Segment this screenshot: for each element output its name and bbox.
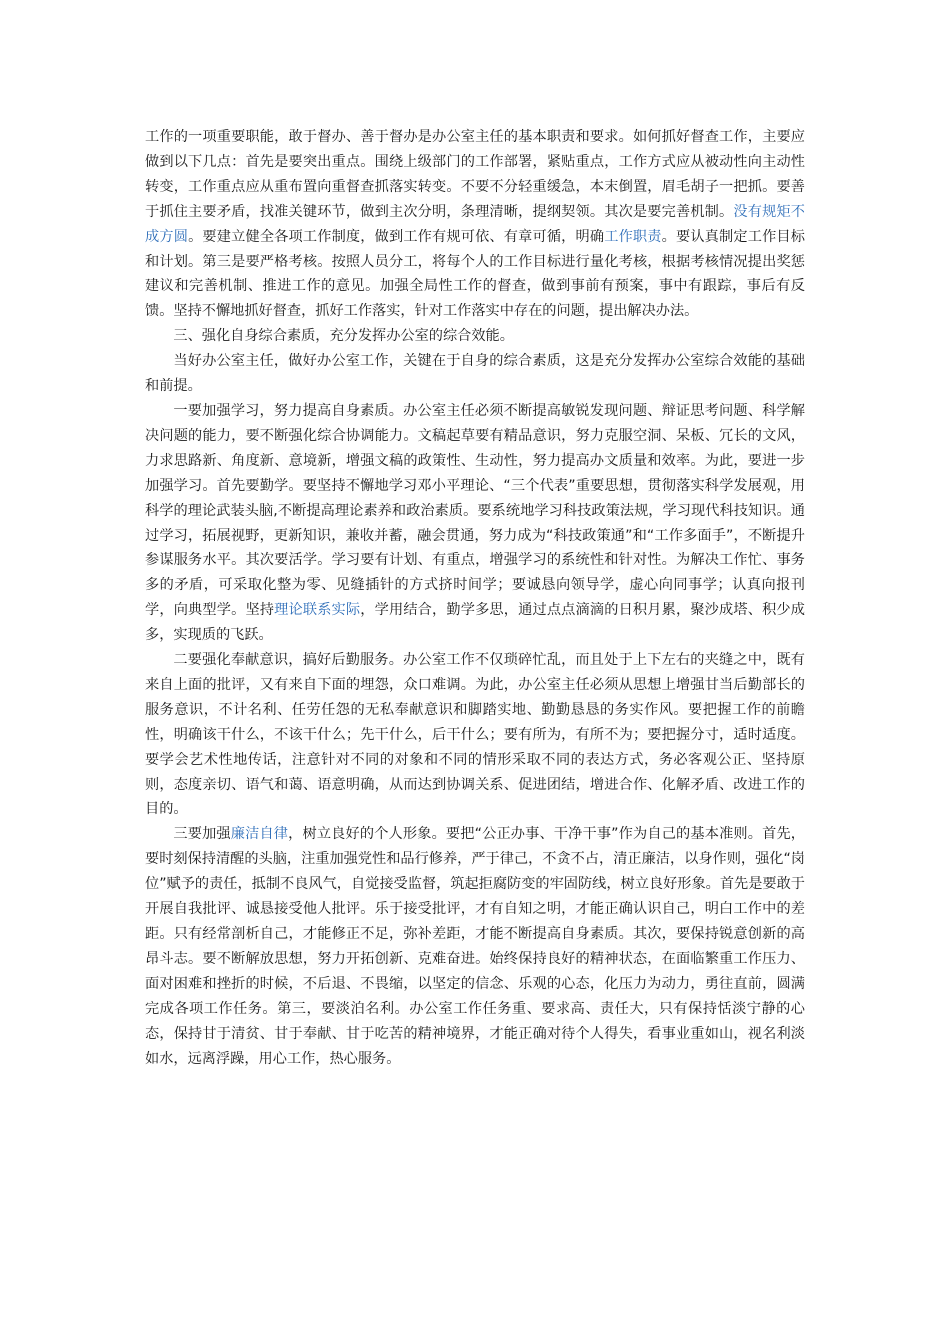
paragraph-text: 一要加强学习，努力提高自身素质。办公室主任必须不断提高敏锐发现问题、辩证思考问题、科学解决问题的能力，要不断强化综合协调能力。文稿起草要有精品意识，努力克服空洞、呆板、冗长的文风，力求思路新、角度新、意境新，增强文稿的政策性、生动性，努力提高办文质量和效率。为此，要进一步加强学习。首先要勤学。要坚持不懈地学习邓小平理论、“三个代表”重要思想，贯彻落实科学发展观，用科学的理论武装头脑,不断提高理论素养和政治素质。要系统地学习科技政策法规，学习现代科技知识。通过学习，拓展视野，更新知识，兼收并蓄，融会贯通，努力成为“科技政策通”和“工作多面手”，不断提升参谋服务水平。其次要活学。学习要有计划、有重点，增强学习的系统性和针对性。为解决工作忙、事务多的矛盾，可采取化整为零、见缝插针的方式挤时间学；要诚恳向领导学，虚心向同事学；认真向报刊学，向典型学。坚持 <box>145 402 805 619</box>
paragraph-text: ，树立良好的个人形象。要把“公正办事、干净干事”作为自己的基本准则。首先，要时刻保持清醒的头脑，注重加强党性和品行修养，严于律己，不贪不占，清正廉洁，以身作则，强化“岗位”赋予的责任，抵制不良风气，自觉接受监督，筑起拒腐防变的牢固防线，树立良好形象。首先是要敢于开展自我批评、诚恳接受他人批评。乐于接受批评，才有自知之明，才能正确认识自己，明白工作中的差距。只有经常剖析自己，才能修正不足，弥补差距，才能不断提高自身素质。其次，要保持锐意创新的高昂斗志。要不断解放思想，努力开拓创新、克难奋进。始终保持良好的精神状态，在面临繁重工作压力、面对困难和挫折的时候，不后退、不畏缩，以坚定的信念、乐观的心态，化压力为动力，勇往直前，圆满完成各项工作任务。第三，要淡泊名利。办公室工作任务重、要求高、责任大，只有保持恬淡宁静的心态，保持甘于清贫、甘于奉献、甘于吃苦的精神境界，才能正确对待个人得失，看事业重如山，视名利淡如水，远离浮躁，用心工作，热心服务。 <box>145 826 805 1067</box>
paragraph <box>145 648 805 822</box>
paragraph <box>145 349 805 399</box>
document-page <box>145 125 805 1071</box>
paragraph-text: 三要加强 <box>173 826 231 843</box>
inline-link[interactable]: 理论联系实际 <box>274 602 361 619</box>
paragraph-text: ，学用结合，勤学多思，通过点点滴滴的日积月累，聚沙成塔、积少成多，实现质的飞跃。 <box>145 602 805 644</box>
inline-link[interactable]: 廉洁自律 <box>230 826 289 843</box>
paragraph-text: 当好办公室主任，做好办公室工作，关键在于自身的综合素质，这是充分发挥办公室综合效能的基础和前提。 <box>145 353 805 395</box>
paragraph-text: 二要强化奉献意识，搞好后勤服务。办公室工作不仅琐碎忙乱，而且处于上下左右的夹缝之中，既有来自上面的批评，又有来自下面的埋怨，众口难调。为此，办公室主任必须从思想上增强甘当后勤部长的服务意识，不计名利、任劳任怨的无私奉献意识和脚踏实地、勤勤恳恳的务实作风。要把握工作的前瞻性，明确该干什么，不该干什么；先干什么，后干什么；要有所为，有所不为；要把握分寸，适时适度。要学会艺术性地传话，注意针对不同的对象和不同的情形采取不同的表达方式，务必客观公正、坚持原则，态度亲切、语气和蔼、语意明确，从而达到协调关系、促进团结，增进合作、化解矛盾、改进工作的目的。 <box>145 652 805 818</box>
paragraph <box>145 399 805 648</box>
paragraph <box>145 324 805 349</box>
paragraph-text: 工作的一项重要职能，敢于督办、善于督办是办公室主任的基本职责和要求。如何抓好督查工作，主要应做到以下几点：首先是要突出重点。围绕上级部门的工作部署，紧贴重点，工作方式应从被动性向主动性转变，工作重点应从重布置向重督查抓落实转变。不要不分轻重缓急，本末倒置，眉毛胡子一把抓。要善于抓住主要矛盾，找准关键环节，做到主次分明，条理清晰，提纲契领。其次是要完善机制。 <box>145 129 805 220</box>
inline-link[interactable]: 没有规矩不成方圆 <box>145 203 805 245</box>
paragraph-text: 三、强化自身综合素质，充分发挥办公室的综合效能。 <box>173 328 514 345</box>
paragraph-text: 。要建立健全各项工作制度，做到工作有规可依、有章可循，明确 <box>188 228 605 245</box>
inline-link[interactable]: 工作职责 <box>604 228 662 245</box>
paragraph <box>145 125 805 324</box>
paragraph-text: 。要认真制定工作目标和计划。第三是要严格考核。按照人员分工，将每个人的工作目标进行量化考核，根据考核情况提出奖惩建议和完善机制、推进工作的意见。加强全局性工作的督查，做到事前有预案，事中有跟踪，事后有反馈。坚持不懈地抓好督查，抓好工作落实，针对工作落实中存在的问题，提出解决办法。 <box>145 228 805 320</box>
paragraph <box>145 822 805 1071</box>
